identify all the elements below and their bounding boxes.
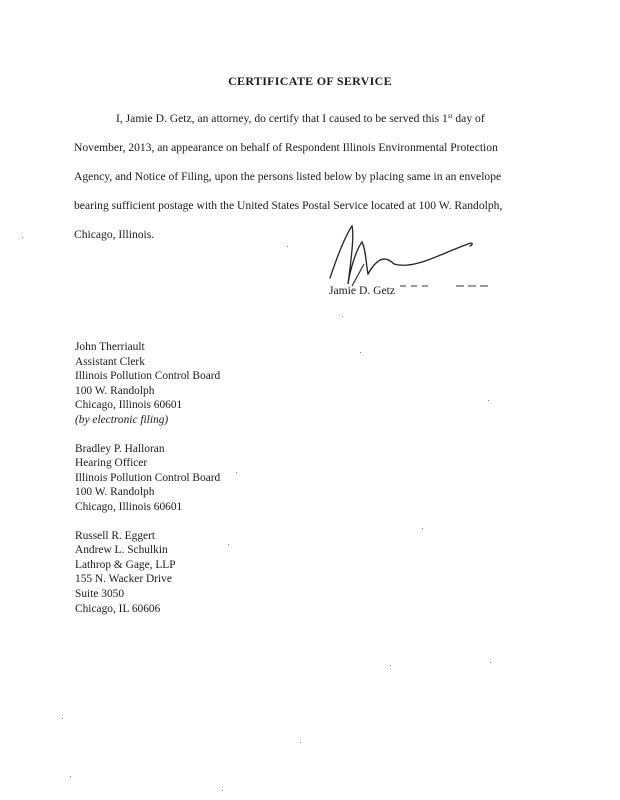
recipient-delivery-note: (by electronic filing)	[75, 413, 169, 426]
scan-speck	[360, 352, 361, 353]
recipient-title: Assistant Clerk	[75, 355, 145, 368]
recipient-city: Chicago, IL 60606	[75, 602, 161, 615]
recipient-name-secondary: Andrew L. Schulkin	[75, 544, 168, 557]
recipient-organization: Illinois Pollution Control Board	[75, 370, 221, 383]
scan-speck	[287, 246, 288, 247]
scan-speck	[488, 400, 489, 401]
scan-speck	[22, 237, 23, 238]
scan-speck	[236, 472, 237, 473]
recipient-block	[75, 442, 220, 515]
recipient-organization: Lathrop & Gage, LLP	[75, 558, 176, 571]
paragraph-superscript: st	[447, 112, 453, 120]
recipient-name: Russell R. Eggert	[75, 529, 156, 542]
scan-speck	[228, 544, 229, 545]
recipient-title: Hearing Officer	[75, 457, 148, 470]
recipient-street: 155 N. Wacker Drive	[75, 573, 172, 586]
recipient-suite: Suite 3050	[75, 587, 125, 600]
recipient-organization: Illinois Pollution Control Board	[75, 471, 221, 484]
scan-speck	[490, 662, 491, 663]
scan-speck	[342, 316, 343, 317]
scan-speck	[222, 790, 223, 791]
recipient-list	[75, 340, 220, 630]
scan-speck	[62, 718, 63, 719]
recipient-name: Bradley P. Halloran	[75, 442, 165, 455]
recipient-street: 100 W. Randolph	[75, 486, 155, 499]
recipient-block	[75, 340, 220, 428]
scan-speck	[390, 665, 391, 666]
signer-name: Jamie D. Getz	[329, 284, 395, 297]
scan-speck	[300, 742, 301, 743]
scan-speck	[422, 528, 423, 529]
paragraph-text-part2: day of November, 2013, an appearance on behalf of Respondent Illinois Environmental Protection Agency, and Notice of Filing, upon the persons listed below by placing same in an envelope bearing sufficient postage with the United States Postal Service located at 100 W. Randolph, Chicago, Illinois.	[74, 112, 503, 241]
scan-speck	[70, 776, 71, 777]
recipient-block	[75, 529, 220, 617]
recipient-street: 100 W. Randolph	[75, 384, 155, 397]
recipient-city: Chicago, Illinois 60601	[75, 500, 183, 513]
document-title: CERTIFICATE OF SERVICE	[228, 74, 392, 88]
paragraph-text-part1: I, Jamie D. Getz, an attorney, do certify that I caused to be served this 1	[116, 112, 448, 125]
recipient-city: Chicago, Illinois 60601	[75, 399, 183, 412]
recipient-name: John Therriault	[75, 341, 145, 353]
